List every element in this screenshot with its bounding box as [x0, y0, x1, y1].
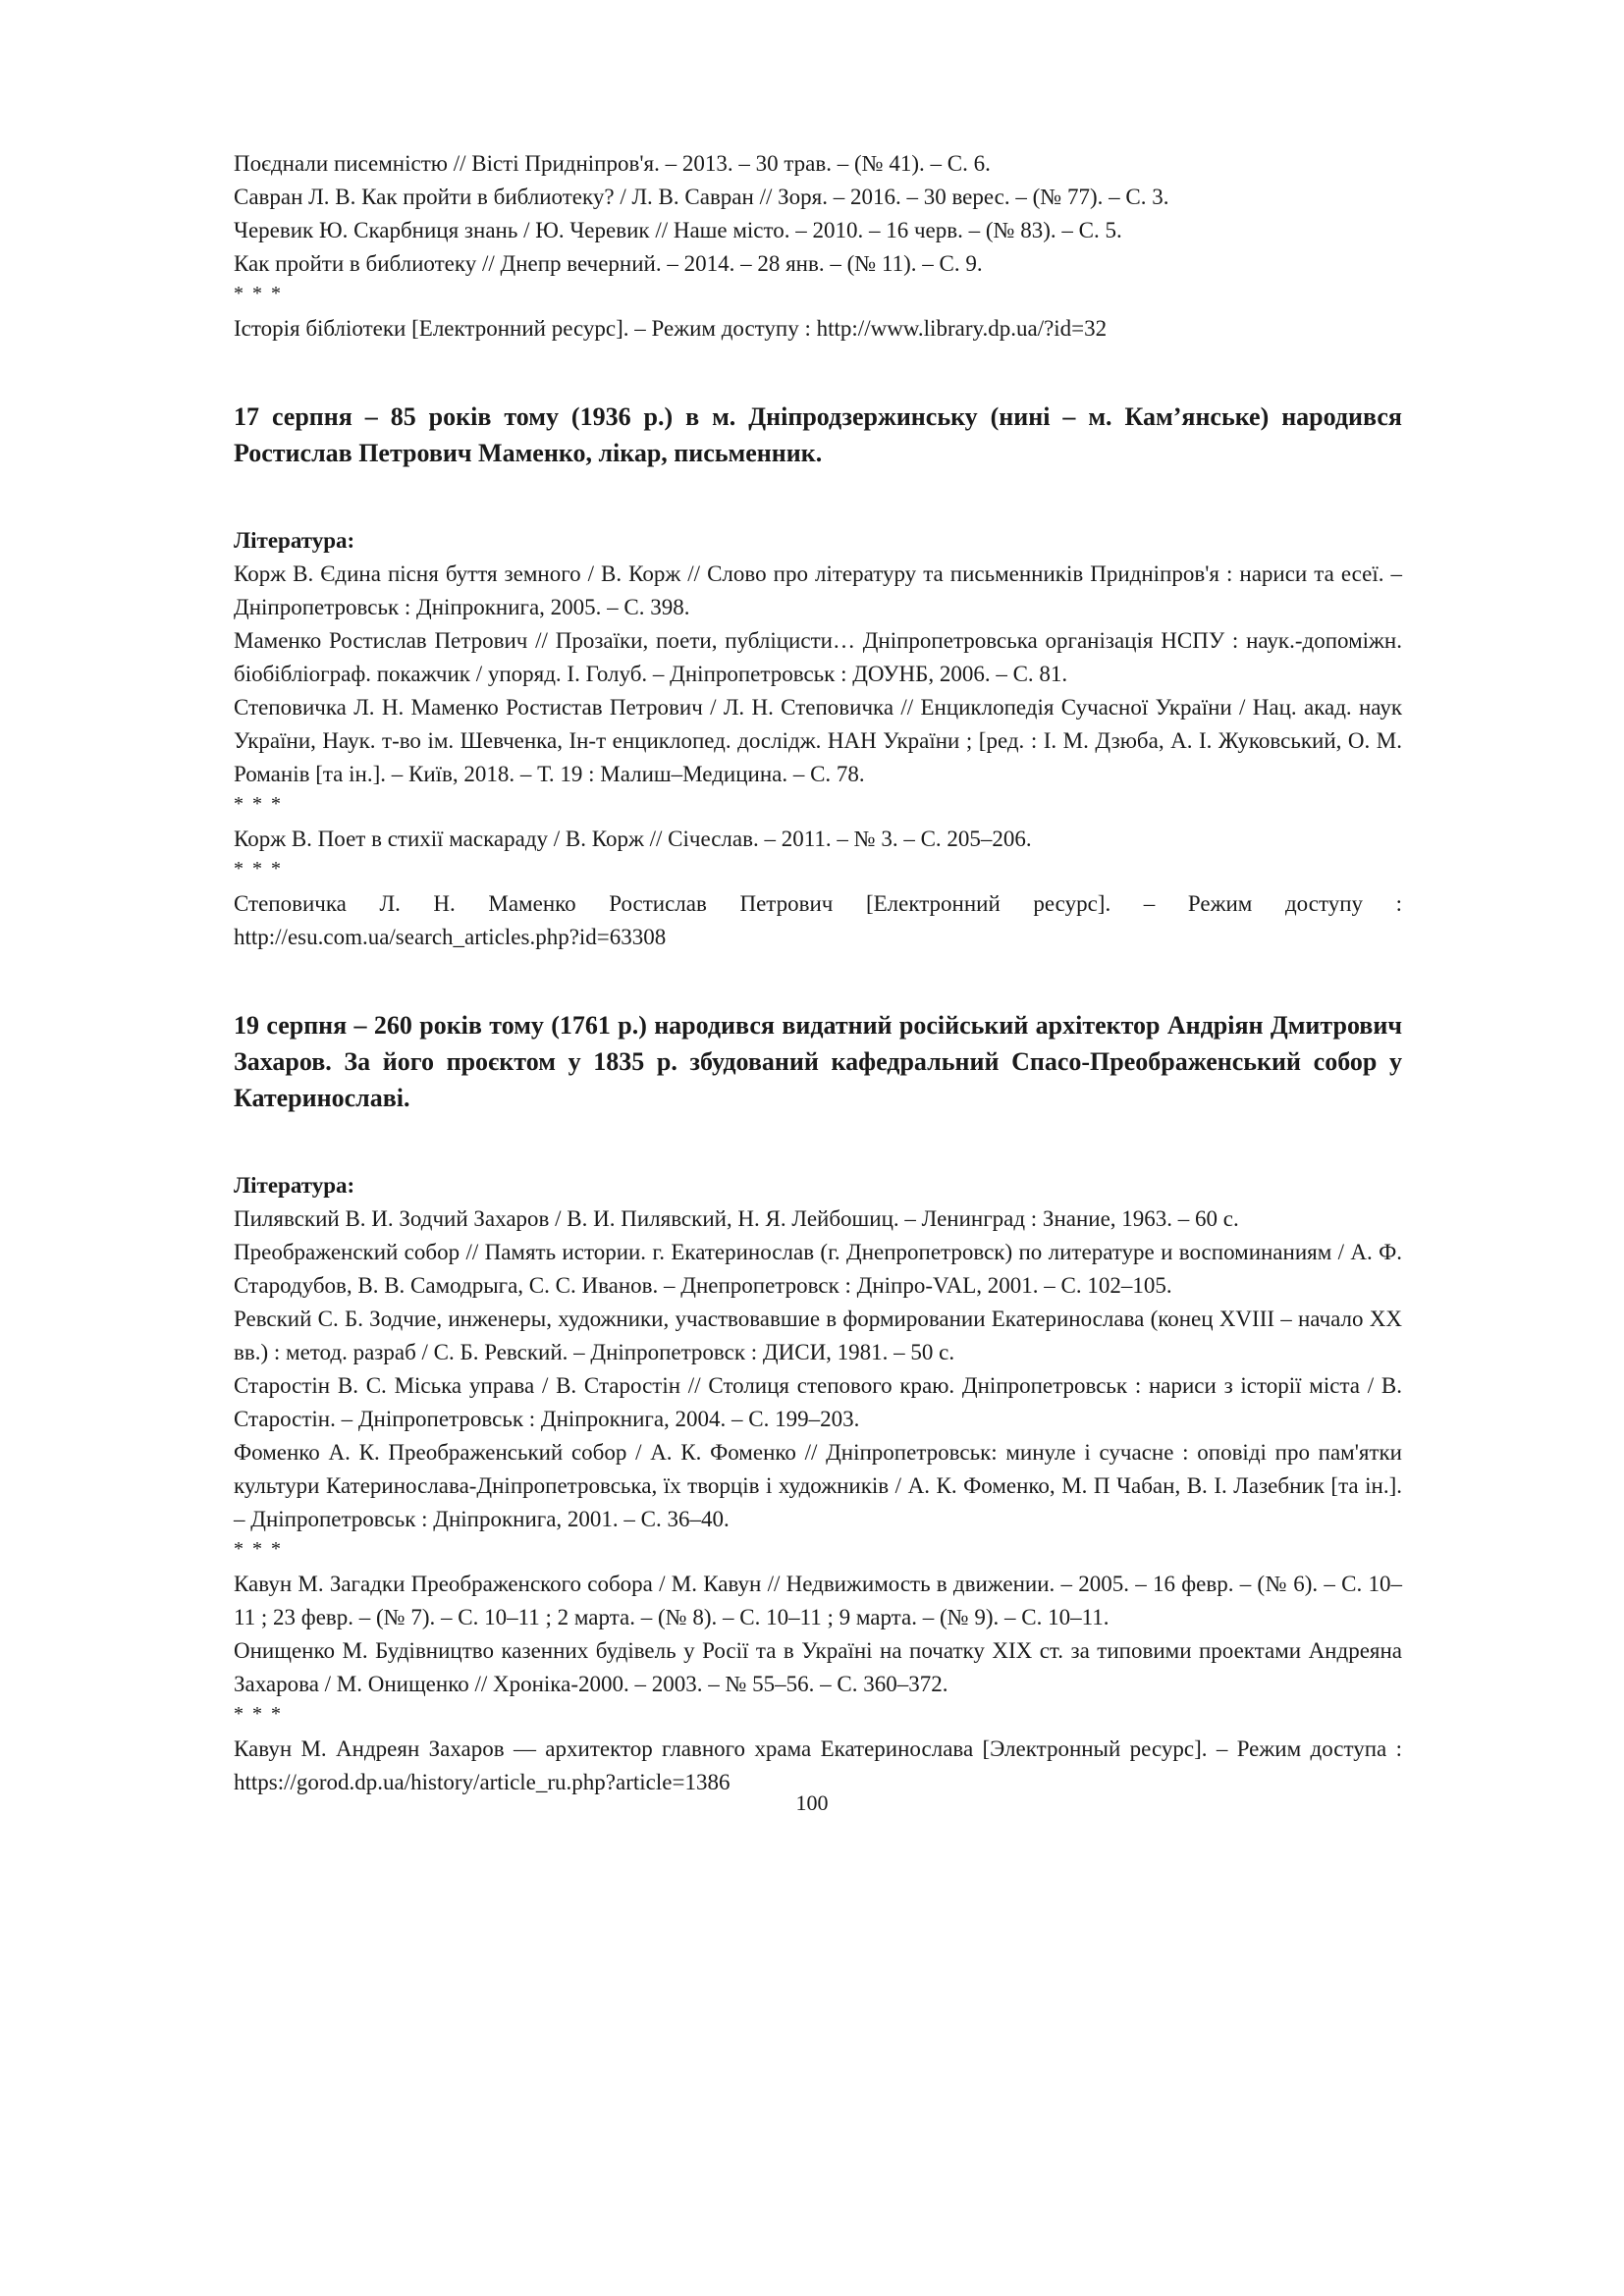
section-mamenko: [234, 399, 1402, 954]
bibliography-entry: Степовичка Л. Н. Маменко Ростистав Петрович / Л. Н. Степовичка // Енциклопедія Сучасної України / Нац. акад. наук України, Наук. т-во ім. Шевченка, Ін-т енциклопед. дослідж. НАН України ; [ред. : І. М. Дзюба, А. І. Жуковський, О. М. Романів [та ін.]. – Київ, 2018. – Т. 19 : Малиш–Медицина. – С. 78.: [234, 695, 1402, 786]
separator: * * *: [234, 283, 283, 304]
bibliography-entry: Преображенский собор // Память истории. г. Екатеринослав (г. Днепропетровск) по литературе и воспоминаниям / А. Ф. Стародубов, В. В. Самодрыга, С. С. Иванов. – Днепропетровск : Дніпро-VAL, 2001. – С. 102–105.: [234, 1240, 1402, 1298]
bibliography-entry: Ревский С. Б. Зодчие, инженеры, художники, участвовавшие в формировании Екатеринослава (конец XVIII – начало XX вв.) : метод. разраб / С. Б. Ревский. – Дніпропетровск : ДИСИ, 1981. – 50 с.: [234, 1307, 1402, 1364]
page-number: 100: [795, 1790, 829, 1815]
separator: * * *: [234, 858, 283, 880]
section-title: 17 серпня – 85 років тому (1936 р.) в м. Дніпродзержинську (нині – м. Кам’янське) народився Ростислав Петрович Маменко, лікар, письменник.: [234, 402, 1402, 467]
literature-label: Література:: [234, 528, 355, 553]
document-page: [234, 147, 1402, 1799]
bibliography-entry: Корж В. Поет в стихії маскараду / В. Корж // Січеслав. – 2011. – № 3. – С. 205–206.: [234, 827, 1032, 851]
online-resource-entry: Кавун М. Андреян Захаров — архитектор главного храма Екатеринослава [Электронный ресурс]. – Режим доступа : https://gorod.dp.ua/history/article_ru.php?article=1386: [234, 1736, 1402, 1794]
section-zakharov: [234, 1007, 1402, 1799]
bibliography-entry: Маменко Ростислав Петрович // Прозаїки, поети, публіцисти… Дніпропетровська організація НСПУ : наук.-допоміжн. біобібліограф. покажчик / упоряд. І. Голуб. – Дніпропетровськ : ДОУНБ, 2006. – С. 81.: [234, 628, 1402, 686]
separator: * * *: [234, 1538, 283, 1560]
bibliography-entry: Пилявский В. И. Зодчий Захаров / В. И. Пилявский, Н. Я. Лейбошиц. – Ленинград : Знание, 1963. – 60 с.: [234, 1206, 1239, 1231]
bibliography-entry: Поєднали писемністю // Вісті Придніпров'я. – 2013. – 30 трав. – (№ 41). – С. 6.: [234, 151, 991, 176]
literature-label: Література:: [234, 1173, 355, 1198]
separator: * * *: [234, 793, 283, 815]
online-resource-entry: Степовичка Л. Н. Маменко Ростислав Петрович [Електронний ресурс]. – Режим доступу : http://esu.com.ua/search_articles.php?id=63308: [234, 891, 1402, 949]
intro-block: [234, 147, 1402, 346]
bibliography-entry: Корж В. Єдина пісня буття земного / В. Корж // Слово про літературу та письменників Придніпров'я : нариси та есеї. – Дніпропетровськ : Дніпрокнига, 2005. – С. 398.: [234, 561, 1402, 619]
bibliography-entry: Савран Л. В. Как пройти в библиотеку? / Л. В. Савран // Зоря. – 2016. – 30 верес. – (№ 77). – С. 3.: [234, 185, 1169, 209]
online-resource-entry: Історія бібліотеки [Електронний ресурс]. – Режим доступу : http://www.library.dp.ua/?id=32: [234, 316, 1108, 341]
section-title: 19 серпня – 260 років тому (1761 р.) народився видатний російський архітектор Андріян Дмитрович Захаров. За його проєктом у 1835 р. збудований кафедральний Спасо-Преображенський собор у Катеринославі.: [234, 1011, 1402, 1112]
bibliography-entry: Черевик Ю. Скарбниця знань / Ю. Черевик // Наше місто. – 2010. – 16 черв. – (№ 83). – С. 5.: [234, 218, 1122, 242]
separator: * * *: [234, 1703, 283, 1725]
bibliography-entry: Как пройти в библиотеку // Днепр вечерний. – 2014. – 28 янв. – (№ 11). – С. 9.: [234, 251, 983, 276]
bibliography-entry: Старостін В. С. Міська управа / В. Старостін // Столиця степового краю. Дніпропетровськ : нариси з історії міста / В. Старостін. – Дніпропетровськ : Дніпрокнига, 2004. – С. 199–203.: [234, 1373, 1402, 1431]
bibliography-entry: Фоменко А. К. Преображенський собор / А. К. Фоменко // Дніпропетровськ: минуле і сучасне : оповіді про пам'ятки культури Катеринослава-Дніпропетровська, їх творців і художників / А. К. Фоменко, М. П Чабан, В. І. Лазебник [та ін.]. – Дніпропетровськ : Дніпрокнига, 2001. – С. 36–40.: [234, 1440, 1402, 1531]
bibliography-entry: Кавун М. Загадки Преображенского собора / М. Кавун // Недвижимость в движении. – 2005. – 16 февр. – (№ 6). – С. 10–11 ; 23 февр. – (№ 7). – С. 10–11 ; 2 марта. – (№ 8). – С. 10–11 ; 9 марта. – (№ 9). – С. 10–11.: [234, 1572, 1402, 1629]
bibliography-entry: Онищенко М. Будівництво казенних будівель у Росії та в Україні на початку XIX ст. за типовими проектами Андреяна Захарова / М. Онищенко // Хроніка-2000. – 2003. – № 55–56. – С. 360–372.: [234, 1638, 1402, 1696]
